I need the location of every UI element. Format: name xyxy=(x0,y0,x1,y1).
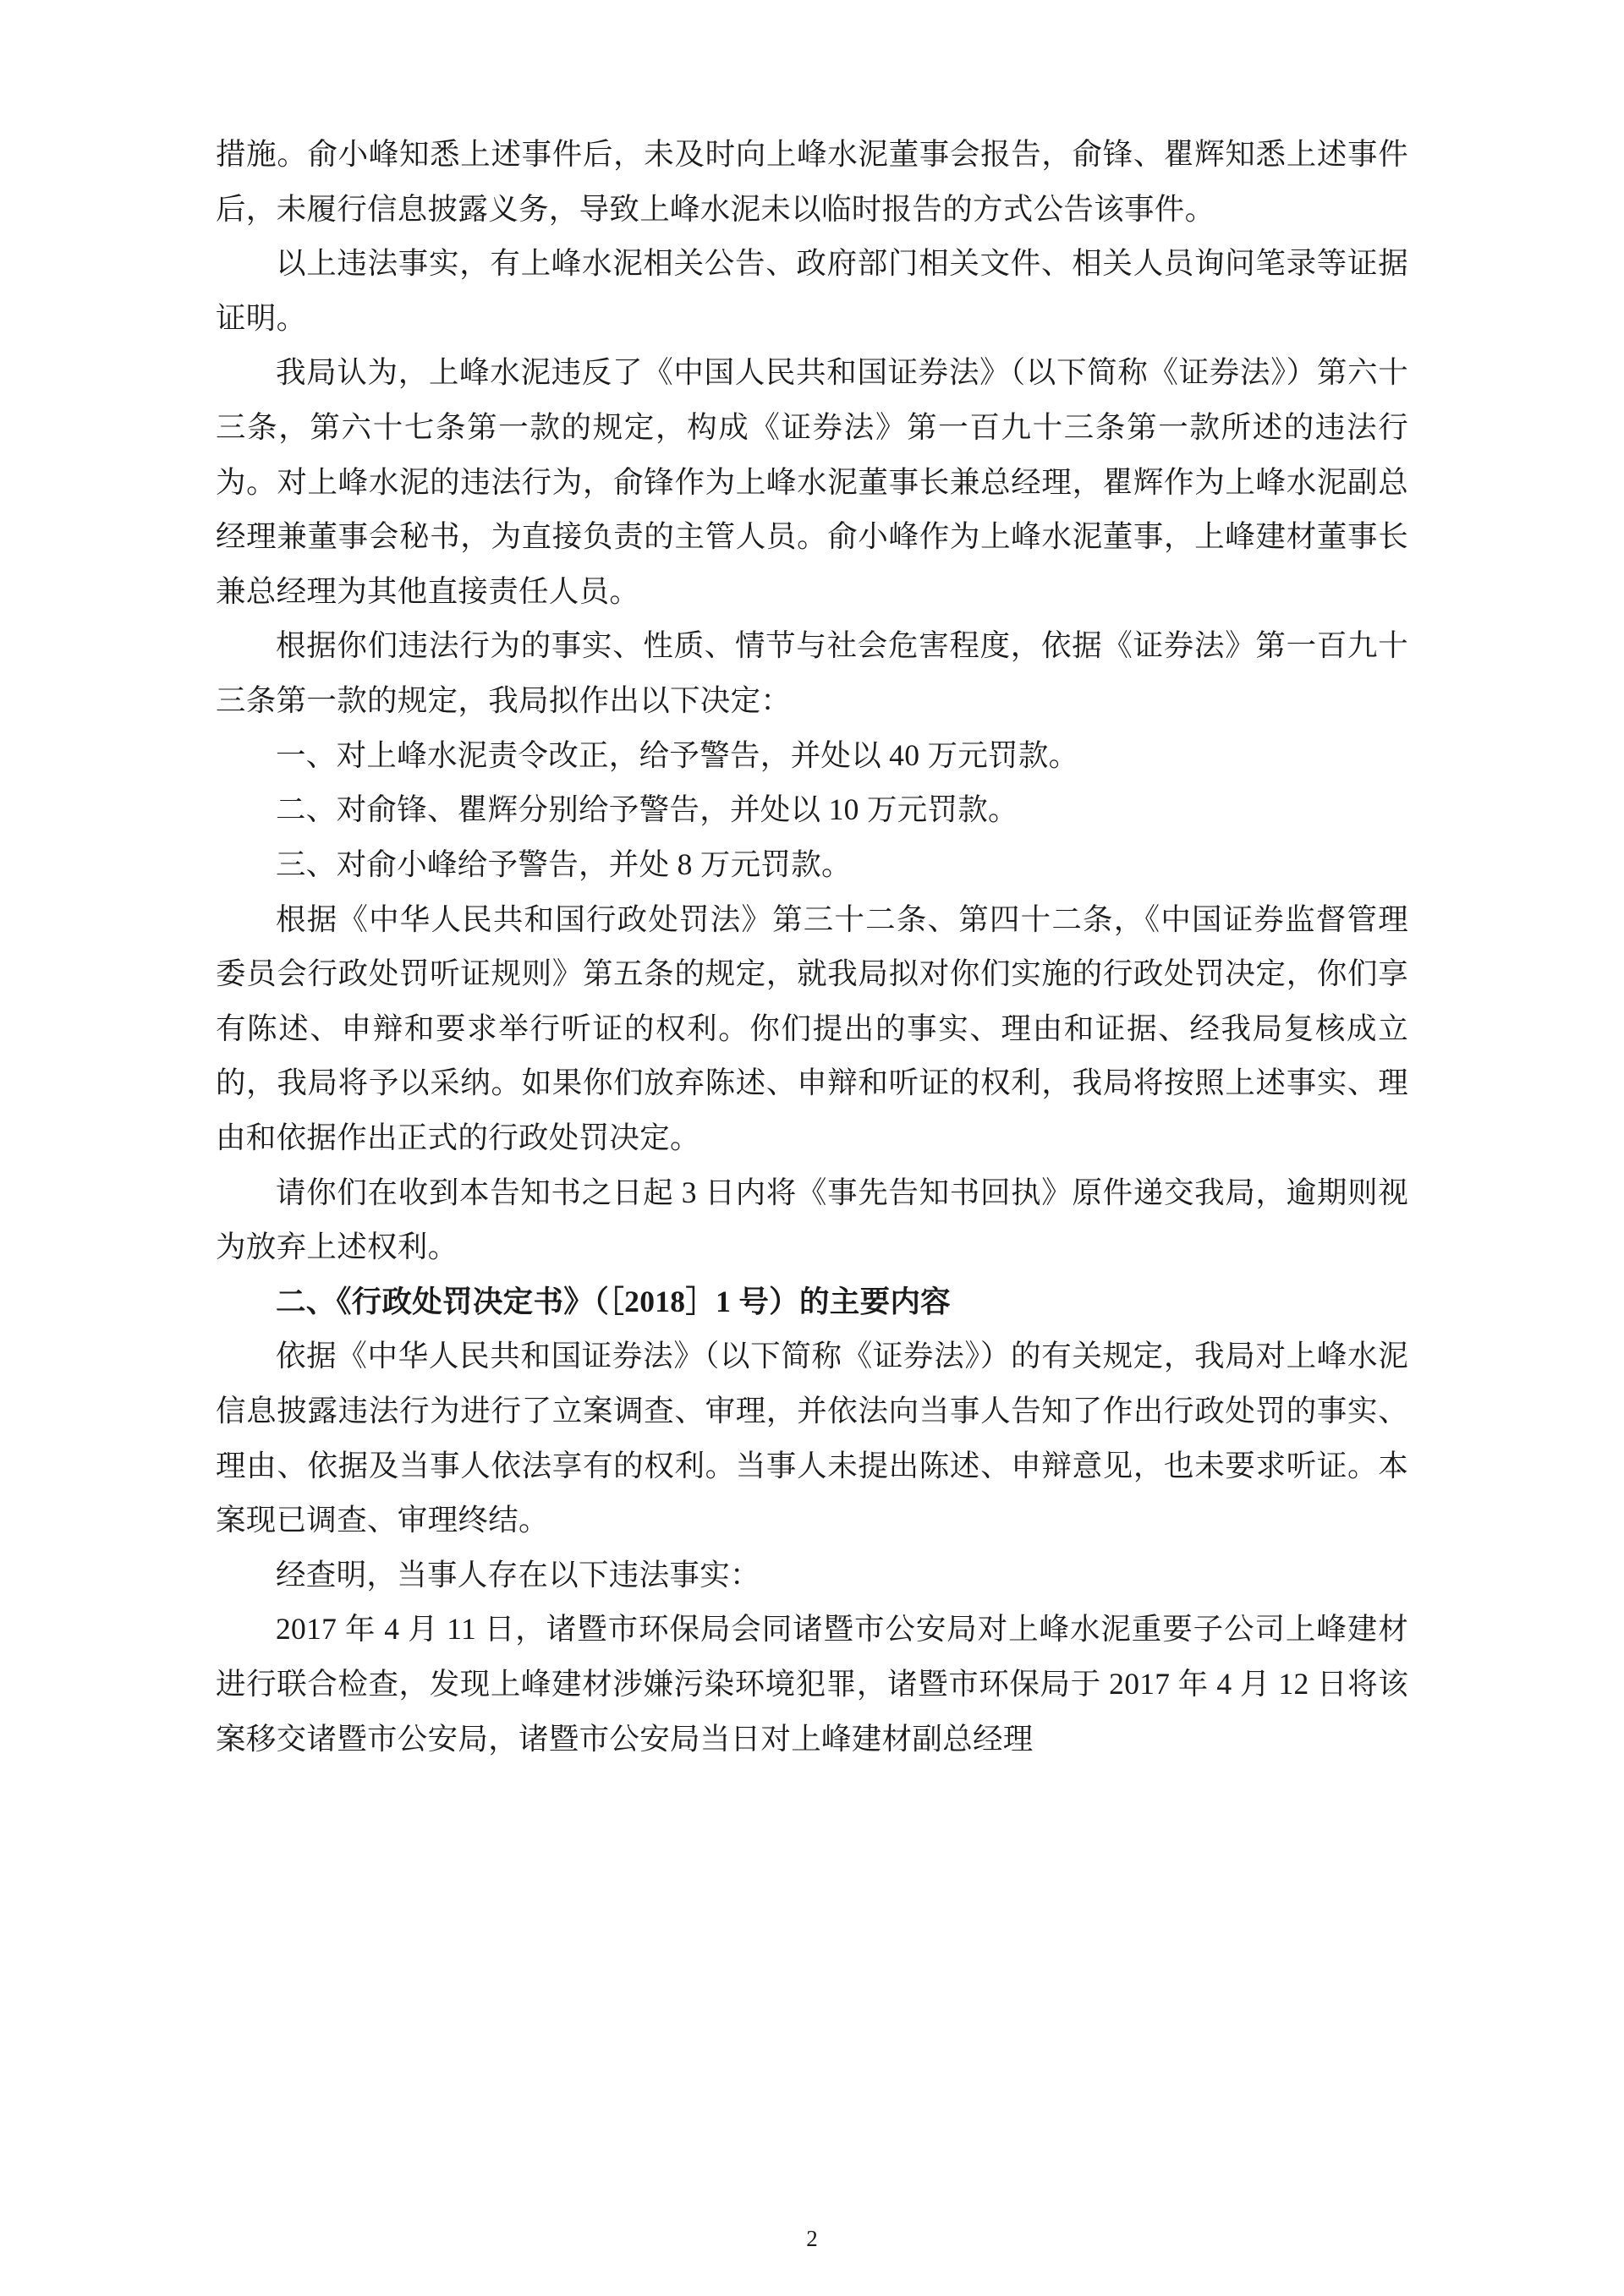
paragraph: 经查明，当事人存在以下违法事实： xyxy=(276,1557,760,1592)
paragraph: 依据《中华人民共和国证券法》（以下简称《证券法》）的有关规定，我局对上峰水泥信息披露违法行为进行了立案调查、审理，并依法向当事人告知了作出行政处罚的事实、理由、依据及当事人依法享有的权利。当事人未提出陈述、申辩意见，也未要求听证。本案现已调查、审理终结。 xyxy=(216,1339,1408,1537)
paragraph: 根据《中华人民共和国行政处罚法》第三十二条、第四十二条，《中国证券监督管理委员会行政处罚听证规则》第五条的规定，就我局拟对你们实施的行政处罚决定，你们享有陈述、申辩和要求举行听证的权利。你们提出的事实、理由和证据、经我局复核成立的，我局将予以采纳。如果你们放弃陈述、申辩和听证的权利，我局将按照上述事实、理由和依据作出正式的行政处罚决定。 xyxy=(216,901,1408,1154)
paragraph: 以上违法事实，有上峰水泥相关公告、政府部门相关文件、相关人员询问笔录等证据证明。 xyxy=(216,246,1408,335)
paragraph: 2017 年 4 月 11 日，诸暨市环保局会同诸暨市公安局对上峰水泥重要子公司上峰建材进行联合检查，发现上峰建材涉嫌污染环境犯罪，诸暨市环保局于 2017 年 4 月 12 日将该案移交诸暨市公安局，诸暨市公安局当日对上峰建材副总经理 xyxy=(216,1612,1408,1756)
paragraph: 措施。俞小峰知悉上述事件后，未及时向上峰水泥董事会报告，俞锋、瞿辉知悉上述事件后，未履行信息披露义务，导致上峰水泥未以临时报告的方式公告该事件。 xyxy=(216,137,1408,226)
paragraph: 根据你们违法行为的事实、性质、情节与社会危害程度，依据《证券法》第一百九十三条第一款的规定，我局拟作出以下决定： xyxy=(216,628,1408,718)
paragraph: 三、对俞小峰给予警告，并处 8 万元罚款。 xyxy=(276,847,852,881)
paragraph: 一、对上峰水泥责令改正，给予警告，并处以 40 万元罚款。 xyxy=(276,737,1079,772)
paragraph: 我局认为，上峰水泥违反了《中国人民共和国证券法》（以下简称《证券法》）第六十三条，第六十七条第一款的规定，构成《证券法》第一百九十三条第一款所述的违法行为。对上峰水泥的违法行为，俞锋作为上峰水泥董事长兼总经理，瞿辉作为上峰水泥副总经理兼董事会秘书，为直接负责的主管人员。俞小峰作为上峰水泥董事，上峰建材董事长兼总经理为其他直接责任人员。 xyxy=(216,355,1408,608)
document-body xyxy=(216,127,1408,1766)
page-number: 2 xyxy=(806,2226,818,2251)
section-heading: 二、《行政处罚决定书》（［2018］1 号）的主要内容 xyxy=(276,1284,951,1318)
paragraph: 请你们在收到本告知书之日起 3 日内将《事先告知书回执》原件递交我局，逾期则视为放弃上述权利。 xyxy=(216,1175,1408,1264)
paragraph: 二、对俞锋、瞿辉分别给予警告，并处以 10 万元罚款。 xyxy=(276,792,1018,827)
